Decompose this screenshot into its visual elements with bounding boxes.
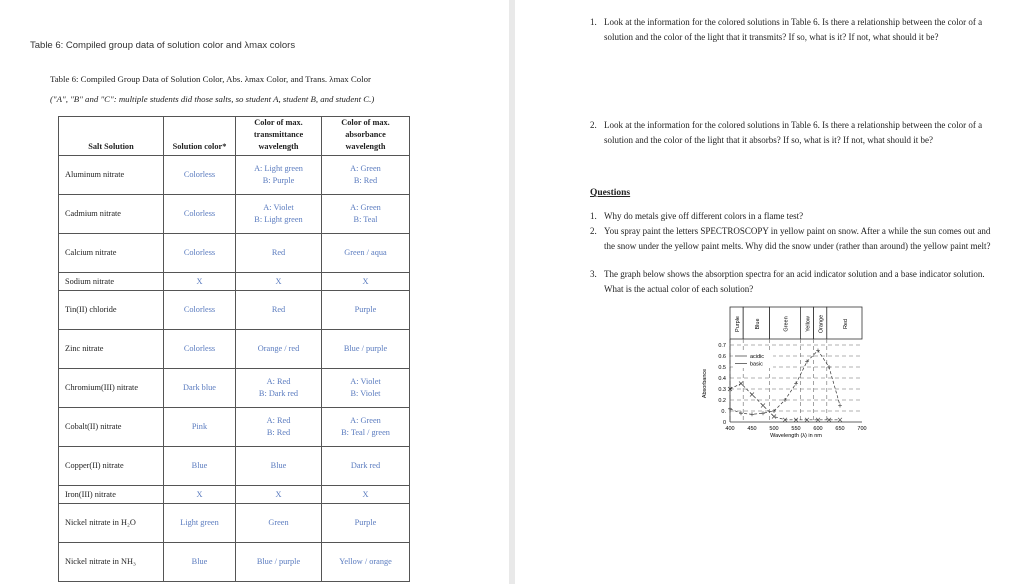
cell-line: Green / aqua <box>344 248 387 257</box>
salt-name-cell: Nickel nitrate in NH₃ <box>59 543 164 582</box>
question-1-text: Why do metals give off different colors in a flame test? <box>604 211 804 221</box>
solution-color-cell <box>164 369 236 408</box>
absorbance-color-cell <box>322 447 410 486</box>
x-tick-label: 600 <box>813 426 823 432</box>
table-body <box>59 156 410 582</box>
cell-line: Orange / red <box>257 344 300 353</box>
solution-color-cell <box>164 504 236 543</box>
table-row <box>59 543 410 582</box>
left-page <box>0 0 509 584</box>
legend-label-basic: basic <box>750 361 763 368</box>
cell-line: B: Violet <box>350 389 381 398</box>
cell-line: A: Violet <box>350 377 381 386</box>
table-row <box>59 156 410 195</box>
header-absorbance-color: Color of max. absorbance wavelength <box>322 117 410 156</box>
table-row <box>59 369 410 408</box>
header-solution-color: Solution color* <box>164 117 236 156</box>
absorbance-color-cell <box>322 291 410 330</box>
transmittance-color-cell <box>236 234 322 273</box>
y-tick-label: 0.3 <box>718 387 726 393</box>
prompt-question-1-number: 1. <box>590 17 597 27</box>
prompt-question-2 <box>590 118 1000 148</box>
transmittance-color-cell <box>236 156 322 195</box>
y-tick-label: 0. <box>721 409 726 415</box>
y-tick-label: 0.4 <box>718 376 726 382</box>
table-row <box>59 234 410 273</box>
cell-line: X <box>196 276 203 286</box>
absorption-spectra-chart <box>700 305 900 447</box>
salt-name-cell: Tin(II) chloride <box>59 291 164 330</box>
cell-line: Colorless <box>183 305 216 314</box>
absorbance-color-cell <box>322 543 410 582</box>
solution-color-cell <box>164 408 236 447</box>
data-point-acidic <box>750 393 754 397</box>
x-tick-label: 650 <box>835 426 845 432</box>
cell-line: A: Green <box>350 164 381 173</box>
cell-line: A: Violet <box>263 203 294 212</box>
solution-color-cell <box>164 543 236 582</box>
table-row <box>59 291 410 330</box>
cell-line: B: Red <box>353 176 378 185</box>
x-tick-label: 550 <box>791 426 801 432</box>
cell-line: A: Red <box>266 377 291 386</box>
cell-line: B: Teal <box>353 215 378 224</box>
question-2-number: 2. <box>590 226 597 236</box>
salt-name-cell: Zinc nitrate <box>59 330 164 369</box>
data-point-acidic <box>838 418 842 422</box>
salt-name-cell: Cadmium nitrate <box>59 195 164 234</box>
y-tick-label: 0.2 <box>718 398 726 404</box>
data-point-basic <box>838 404 842 408</box>
header-transmittance-color: Color of max. transmittance wavelength <box>236 117 322 156</box>
data-point-basic <box>827 365 831 369</box>
data-point-acidic <box>761 404 765 408</box>
salt-name-cell: Copper(II) nitrate <box>59 447 164 486</box>
absorbance-color-cell <box>322 195 410 234</box>
transmittance-color-cell <box>236 447 322 486</box>
solution-color-cell <box>164 156 236 195</box>
color-band-label: Orange <box>818 314 825 334</box>
salt-name-cell: Sodium nitrate <box>59 273 164 291</box>
data-point-basic <box>816 349 820 353</box>
cell-line: X <box>275 489 282 499</box>
cell-line: B: Purple <box>262 176 295 185</box>
absorbance-color-cell <box>322 408 410 447</box>
y-tick-label: 0 <box>722 420 726 426</box>
x-tick-label: 500 <box>769 426 779 432</box>
salt-name-cell: Chromium(III) nitrate <box>59 369 164 408</box>
cell-line: Blue / purple <box>256 557 301 566</box>
transmittance-color-cell <box>236 543 322 582</box>
absorbance-color-cell <box>322 504 410 543</box>
cell-line: Purple <box>354 518 377 527</box>
prompt-question-2-text: Look at the information for the colored solutions in Table 6. Is there a relationship between the color of a solution and the color of the light that it absorbs? If so, what is it? If not, what should it be? <box>604 120 983 145</box>
table-title: Table 6: Compiled Group Data of Solution Color, Abs. λmax Color, and Trans. λmax Color <box>50 74 371 84</box>
salt-name-cell: Cobalt(II) nitrate <box>59 408 164 447</box>
color-band-label: Red <box>842 318 849 330</box>
transmittance-color-cell <box>236 486 322 504</box>
solution-color-cell <box>164 291 236 330</box>
transmittance-color-cell <box>236 195 322 234</box>
question-3 <box>590 267 1000 297</box>
transmittance-color-cell <box>236 273 322 291</box>
cell-line: Red <box>271 248 286 257</box>
data-point-acidic <box>772 415 776 419</box>
cell-line: Colorless <box>183 344 216 353</box>
question-2-text: You spray paint the letters SPECTROSCOPY in yellow paint on snow. After a while the sun comes out and the snow under the yellow paint melts. Why did the snow under (rather than around) the yellow paint melt? <box>604 226 991 251</box>
cell-line: Dark red <box>350 461 381 470</box>
cell-line: X <box>362 489 369 499</box>
table-row <box>59 330 410 369</box>
cell-line: Pink <box>191 422 208 431</box>
question-1-number: 1. <box>590 211 597 221</box>
data-point-basic <box>794 382 798 386</box>
data-point-basic <box>728 407 732 411</box>
cell-line: X <box>275 276 282 286</box>
cell-line: B: Dark red <box>258 389 299 398</box>
cell-line: A: Green <box>350 416 381 425</box>
x-tick-label: 700 <box>857 426 867 432</box>
cell-line: B: Red <box>266 428 291 437</box>
data-point-basic <box>761 411 765 415</box>
cell-line: Colorless <box>183 170 216 179</box>
table-row <box>59 447 410 486</box>
question-1 <box>590 209 1000 224</box>
transmittance-color-cell <box>236 504 322 543</box>
question-2 <box>590 224 1000 254</box>
absorbance-color-cell <box>322 486 410 504</box>
cell-line: X <box>362 276 369 286</box>
data-point-basic <box>750 412 754 416</box>
cell-line: X <box>196 489 203 499</box>
solution-color-cell <box>164 273 236 291</box>
table-row <box>59 504 410 543</box>
cell-line: Blue <box>270 461 287 470</box>
header-salt-solution: Salt Solution <box>59 117 164 156</box>
cell-line: Colorless <box>183 209 216 218</box>
table-row <box>59 273 410 291</box>
color-band-label: Purple <box>735 316 742 332</box>
cell-line: Blue / purple <box>343 344 388 353</box>
transmittance-color-cell <box>236 369 322 408</box>
cell-line: Yellow / orange <box>339 557 392 566</box>
y-axis-label: Absorbance <box>702 368 708 399</box>
transmittance-color-cell <box>236 291 322 330</box>
data-point-basic <box>739 411 743 415</box>
color-band-label: Blue <box>754 318 761 330</box>
cell-line: Colorless <box>183 248 216 257</box>
x-tick-label: 450 <box>747 426 757 432</box>
questions-heading: Questions <box>590 188 631 198</box>
solution-color-cell <box>164 195 236 234</box>
question-3-text: The graph below shows the absorption spectra for an acid indicator solution and a base indicator solution. What is the actual color of each solution? <box>604 269 985 294</box>
transmittance-color-cell <box>236 330 322 369</box>
cell-line: B: Light green <box>254 215 303 224</box>
y-tick-label: 0.7 <box>718 343 726 349</box>
data-point-basic <box>783 398 787 402</box>
table-row <box>59 408 410 447</box>
cell-line: Dark blue <box>183 383 216 392</box>
solution-color-cell <box>164 447 236 486</box>
salt-name-cell: Nickel nitrate in H₂O <box>59 504 164 543</box>
table-caption: Table 6: Compiled group data of solution color and λmax colors <box>30 40 296 51</box>
cell-line: Light green <box>180 518 219 527</box>
cell-line: A: Red <box>266 416 291 425</box>
cell-line: Purple <box>354 305 377 314</box>
salt-name-cell: Calcium nitrate <box>59 234 164 273</box>
solution-color-table <box>58 116 410 582</box>
color-band-label: Yellow <box>805 316 812 332</box>
data-point-acidic <box>739 382 743 386</box>
color-band-label: Green <box>783 316 790 332</box>
cell-line: Blue <box>191 557 208 566</box>
x-tick-label: 400 <box>725 426 735 432</box>
absorbance-color-cell <box>322 330 410 369</box>
solution-color-cell <box>164 234 236 273</box>
cell-line: Red <box>271 305 286 314</box>
y-tick-label: 0.6 <box>718 354 726 360</box>
solution-color-cell <box>164 486 236 504</box>
cell-line: A: Green <box>350 203 381 212</box>
cell-line: Blue <box>191 461 208 470</box>
transmittance-color-cell <box>236 408 322 447</box>
prompt-question-2-number: 2. <box>590 120 597 130</box>
salt-name-cell: Iron(III) nitrate <box>59 486 164 504</box>
cell-line: A: Light green <box>254 164 303 173</box>
table-header-row <box>59 117 410 156</box>
prompt-question-1 <box>590 15 1000 45</box>
table-note: ("A", "B" and "C": multiple students did those salts, so student A, student B, and student C.) <box>50 94 375 104</box>
absorbance-color-cell <box>322 273 410 291</box>
cell-line: B: Teal / green <box>341 428 390 437</box>
legend-label-acidic: acidic <box>750 354 765 360</box>
question-3-number: 3. <box>590 269 597 279</box>
y-tick-label: 0.5 <box>718 365 726 371</box>
table-row <box>59 486 410 504</box>
salt-name-cell: Aluminum nitrate <box>59 156 164 195</box>
absorbance-color-cell <box>322 156 410 195</box>
solution-color-cell <box>164 330 236 369</box>
absorbance-color-cell <box>322 369 410 408</box>
prompt-question-1-text: Look at the information for the colored solutions in Table 6. Is there a relationship between the color of a solution and the color of the light that it transmits? If so, what is it? If not, what should it be? <box>604 17 983 42</box>
x-axis-label: Wavelength (λ) in nm <box>770 433 822 439</box>
table-row <box>59 195 410 234</box>
cell-line: Green <box>268 518 289 527</box>
absorbance-color-cell <box>322 234 410 273</box>
